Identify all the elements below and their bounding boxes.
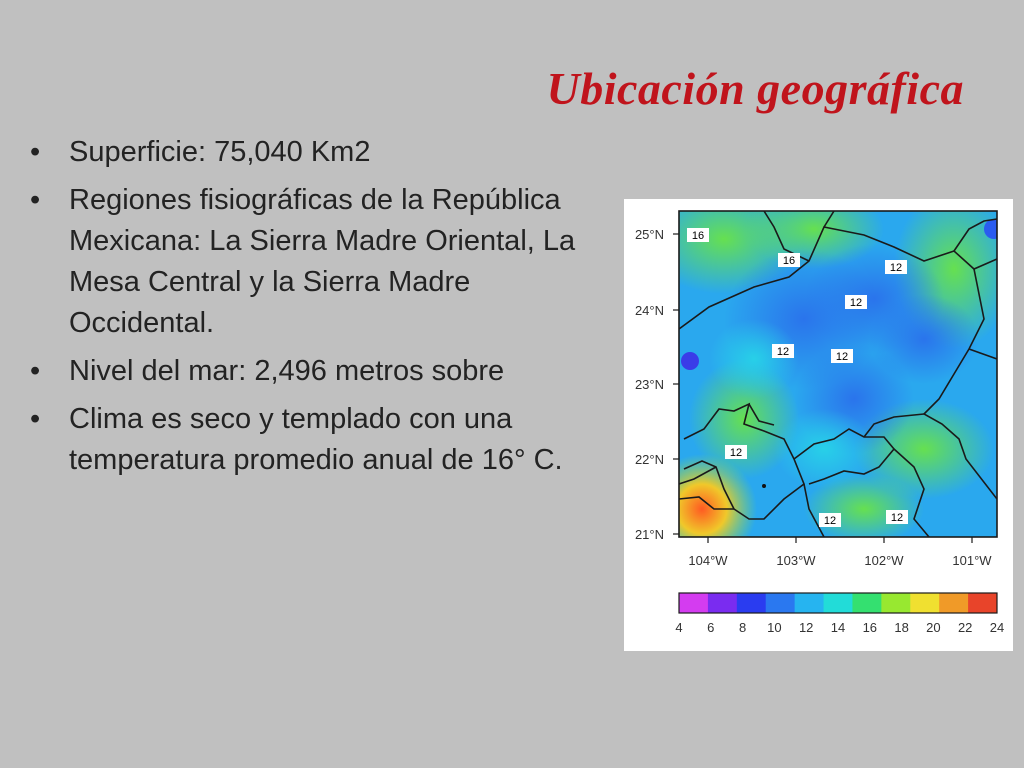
colorbar [679,593,998,613]
bullet-clima: • Clima es seco y templado con una temperatura promedio anual de 16° C. [30,399,590,481]
temperature-map [624,199,1013,651]
bullet-list [30,132,590,488]
colorbar-tick-label: 24 [989,620,1005,635]
bullet-superficie: • Superficie: 75,040 Km2 [30,132,590,173]
latitude-ticks [673,234,679,534]
bullet-regiones: • Regiones fisiográficas de la República Mexicana: La Sierra Madre Oriental, La Mesa Central y la Sierra Madre Occidental. [30,180,590,344]
contour-label: 12 [823,515,837,527]
latitude-label: 23°N [634,377,664,392]
longitude-axis [688,553,992,568]
colorbar-segment [910,593,939,613]
contour-label: 12 [890,512,904,524]
longitude-label: 103°W [776,553,816,568]
colorbar-segment [795,593,824,613]
slide-title: Ubicación geográfica [546,63,964,114]
latitude-label: 25°N [634,227,664,242]
latitude-label: 22°N [634,452,664,467]
latitude-axis [635,227,664,542]
colorbar-segment [852,593,881,613]
colorbar-tick-label: 16 [862,620,878,635]
temperature-map-figure [624,199,1013,651]
colorbar-tick-label: 8 [738,620,747,635]
colorbar-tick-label: 20 [926,620,941,635]
colorbar-tick-label: 12 [798,620,814,635]
colorbar-tick-label: 14 [830,620,846,635]
contour-label: 12 [835,351,849,363]
colorbar-segment [679,593,708,613]
bullet-nivel-del-mar: • Nivel del mar: 2,496 metros sobre [30,351,590,392]
colorbar-tick-label: 4 [675,620,683,635]
longitude-label: 102°W [864,553,904,568]
colorbar-segment [708,593,737,613]
contour-label: 16 [691,230,705,242]
colorbar-segment [766,593,795,613]
longitude-label: 101°W [952,553,992,568]
colorbar-tick-label: 6 [707,620,715,635]
contour-label: 12 [776,346,790,358]
contour-label: 12 [849,297,863,309]
latitude-label: 24°N [634,303,664,318]
latitude-label: 21°N [634,527,664,542]
colorbar-segment [968,593,997,613]
colorbar-segment [939,593,968,613]
colorbar-tick-label: 22 [957,620,973,635]
colorbar-tick-label: 10 [767,620,782,635]
longitude-label: 104°W [688,553,728,568]
colorbar-segment [737,593,766,613]
colorbar-segment [824,593,853,613]
contour-label: 12 [889,262,903,274]
contour-label: 12 [729,447,743,459]
contour-label: 16 [782,255,796,267]
colorbar-tick-label: 18 [894,620,909,635]
colorbar-segment [881,593,910,613]
longitude-ticks [708,537,972,543]
colorbar-ticks [675,620,1004,635]
city-marker [762,484,766,488]
